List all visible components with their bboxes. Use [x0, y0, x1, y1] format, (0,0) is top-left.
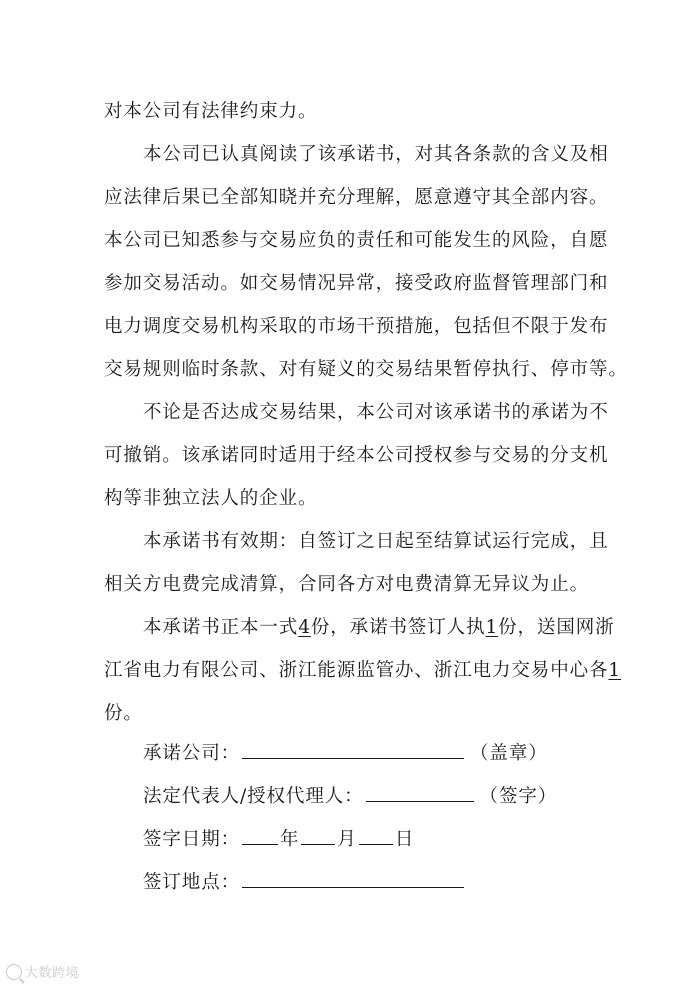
day-label: 日 [394, 829, 415, 850]
para4-text-c: 份，送国网浙 [498, 617, 615, 638]
para1-line3: 本公司已知悉参与交易应负的责任和可能发生的风险，自愿 [104, 230, 609, 251]
para1-line5: 电力调度交易机构采取的市场干预措施，包括但不限于发布 [104, 316, 609, 337]
representative-label: 法定代表人/授权代理人： [143, 786, 364, 807]
place-label: 签订地点： [143, 872, 241, 893]
para0-line1: 对本公司有法律约束力。 [104, 101, 318, 122]
para4-text-b: 份，承诺书签订人执 [310, 617, 486, 638]
company-label: 承诺公司： [143, 743, 241, 764]
watermark [6, 962, 79, 981]
watermark-text: 大数跨境 [25, 966, 80, 981]
place-row [143, 869, 466, 895]
para4-text-a: 本承诺书正本一式 [143, 617, 299, 638]
representative-sign-note: （签字） [479, 786, 558, 807]
para4-line1 [143, 616, 615, 640]
representative-row [143, 783, 557, 809]
para2-line3: 构等非独立法人的企业。 [104, 488, 318, 509]
copies-total: 4 [298, 617, 311, 638]
copies-signer: 1 [485, 617, 499, 638]
para2-line2: 可撤销。该承诺同时适用于经本公司授权参与交易的分支机 [104, 445, 609, 466]
para3-line2: 相关方电费完成清算，合同各方对电费清算无异议为止。 [104, 574, 590, 595]
para4-text-d: 江省电力有限公司、浙江能源监管办、浙江电力交易中心各 [104, 660, 609, 681]
para1-line2: 应法律后果已全部知晓并充分理解，愿意遵守其全部内容。 [104, 187, 609, 208]
day-blank[interactable] [359, 826, 393, 845]
representative-blank[interactable] [366, 783, 474, 802]
year-blank[interactable] [242, 826, 278, 845]
para1-line4: 参加交易活动。如交易情况异常，接受政府监督管理部门和 [104, 273, 609, 294]
para2-line1: 不论是否达成交易结果，本公司对该承诺书的承诺为不 [143, 402, 609, 423]
watermark-logo-icon [6, 964, 22, 980]
month-label: 月 [337, 829, 357, 850]
month-blank[interactable] [301, 826, 335, 845]
para4-line2 [104, 659, 621, 683]
para1-line6: 交易规则临时条款、对有疑义的交易结果暂停执行、停市等。 [104, 359, 628, 380]
para1-line1: 本公司已认真阅读了该承诺书，对其各条款的含义及相 [143, 144, 609, 165]
year-label: 年 [280, 829, 300, 850]
para3-line1: 本承诺书有效期：自签订之日起至结算试运行完成，且 [143, 531, 609, 552]
para4-line3: 份。 [104, 703, 143, 724]
company-blank[interactable] [242, 740, 464, 759]
copies-each: 1 [608, 660, 622, 681]
company-seal-note: （盖章） [470, 743, 548, 764]
date-row [143, 826, 414, 852]
place-blank[interactable] [242, 869, 464, 888]
date-label: 签字日期： [143, 829, 241, 850]
company-row [143, 740, 548, 766]
